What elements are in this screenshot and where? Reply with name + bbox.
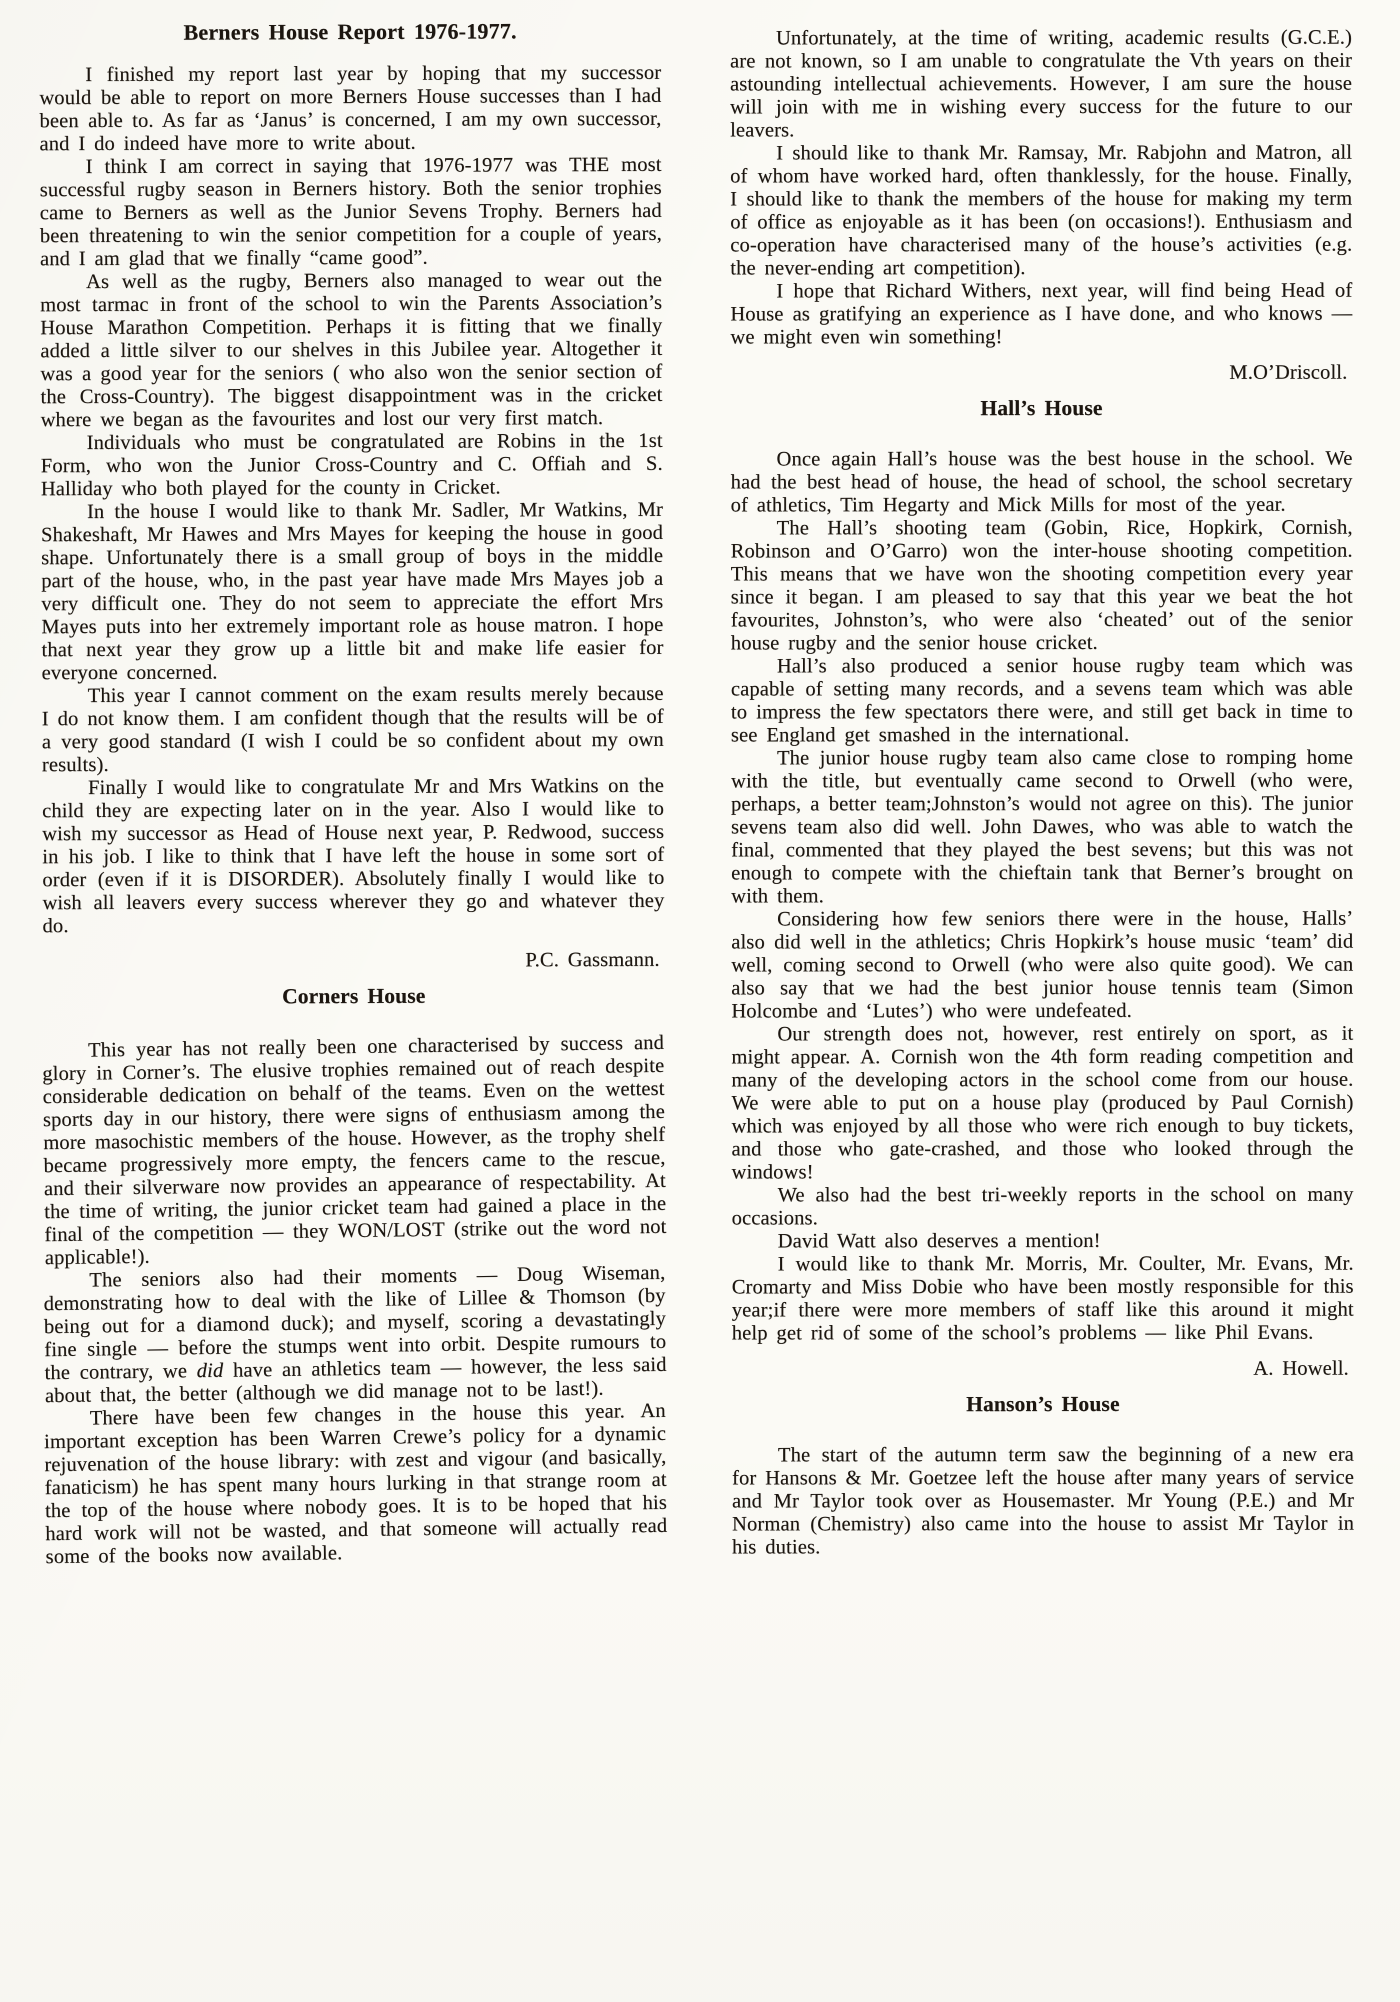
signature: P.C. Gassmann. <box>525 948 660 972</box>
signature: M.O’Driscoll. <box>1229 361 1348 384</box>
paragraph: Hall’s also produced a senior house rugby team which was capable of setting many records, and a sevens team which was able to impress the few spectators there were, and still get back in time to see England get smashed in the international. <box>730 654 1353 747</box>
paragraph: I should like to thank Mr. Ramsay, Mr. Rabjohn and Matron, all of whom have worked hard, often thanklessly, for the house. Finally, I should like to thank the members of the house for making my term of office as enjoyable as it has been (on occasions!). Enthusiasm and co-operation have characterised many of the house’s activities (e.g. the never-ending art competition). <box>730 141 1353 280</box>
paragraph: Individuals who must be congratulated are Robins in the 1st Form, who won the Junior Cross-Country and C. Offiah and S. Halliday who both played for the county in Cricket. <box>40 429 663 501</box>
paragraph: This year I cannot comment on the exam results merely because I do not know them. I am confident though that the results will be of a very good standard (I wish I could be so confident about my own results). <box>41 682 664 777</box>
paragraph: I finished my report last year by hoping that my successor would be able to report on more Berners House successes than I had been able to. As far as ‘Janus’ is concerned, I am my own successor, and I do indeed have more to write about. <box>39 61 662 156</box>
paragraph: I think I am correct in saying that 1976-1977 was THE most successful rugby season in Berners history. Both the senior trophies came to Berners as well as the Junior Sevens Trophy. Berners had been threatening to win the senior competition for a couple of years, and I am glad that we finally “came good”. <box>39 153 662 271</box>
paragraph: Once again Hall’s house was the best house in the school. We had the best head of house, the head of school, the school secretary of athletics, Tim Hegarty and Mick Mills for most of the year. <box>730 447 1353 517</box>
paragraph: As well as the rugby, Berners also managed to wear out the most tarmac in front of the school to win the Parents Association’s House Marathon Competition. Perhaps it is fitting that we finally added a little silver to our shelves in this Jubilee year. Altogether it was a good year for the seniors ( who also won the senior section of the Cross-Country). The biggest disappointment was in the cricket where we began as the favourites and lost our very first match. <box>40 268 663 432</box>
paragraph: I hope that Richard Withers, next year, will find being Head of House as gratifying an experience as I have done, and who knows — we might even win something! <box>730 279 1353 349</box>
section-heading: Hall’s House <box>980 395 1103 421</box>
paragraph: I would like to thank Mr. Morris, Mr. Coulter, Mr. Evans, Mr. Cromarty and Miss Dobie who have been mostly responsible for this year;if there were more members of staff like this around it might help get rid of some of the school’s problems — like Phil Evans. <box>731 1252 1354 1345</box>
section-heading: Hanson’s House <box>966 1391 1120 1417</box>
paragraph: This year has not really been one characterised by success and glory in Corner’s. The elusive trophies remained out of reach despite considerable dedication on behalf of the teams. Even on the wettest sports day in our history, there were signs of enthusiasm among the more masochistic members of the house. However, as the trophy shelf became progressively more empty, the fencers came to the rescue, and their silverware now provides an appearance of respectability. At the time of writing, the junior cricket team had gained a place in the final of the competition — they WON/LOST (strike out the word not applicable!). <box>42 1031 667 1270</box>
column-left <box>39 18 668 1569</box>
paragraph: Considering how few seniors there were in the house, Halls’ also did well in the athletics; Chris Hopkirk’s house music ‘team’ did well, coming second to Orwell (who were also quite good). We can also say that we had the best junior house tennis team (Simon Holcombe and ‘Lutes’) who were undefeated. <box>731 907 1354 1023</box>
paragraph: The Hall’s shooting team (Gobin, Rice, Hopkirk, Cornish, Robinson and O’Garro) won the inter-house shooting competition. This means that we have won the shooting competition every year since it began. I am pleased to say that this year we beat the hot favourites, Johnston’s, who were also ‘cheated’ out of the senior house rugby and the senior house cricket. <box>730 516 1353 655</box>
signature: A. Howell. <box>1253 1357 1349 1380</box>
paragraph: Finally I would like to congratulate Mr and Mrs Watkins on the child they are expecting later on in the year. Also I would like to wish my successor as Head of House next year, P. Redwood, success in his job. I like to think that I have left the house in some sort of order (even if it is DISORDER). Absolutely finally I would like to wish all leavers every success wherever they go and whatever they do. <box>42 774 665 938</box>
paragraph: The seniors also had their moments — Doug Wiseman, demonstrating how to deal with the like of Lillee & Thomson (by being out for a diamond duck); and myself, scoring a devastatingly fine single — before the stumps went into orbit. Despite rumours to the contrary, we did have an athletics team — however, the less said about that, the better (although we did manage not to be last!). <box>43 1261 667 1408</box>
paragraph: The junior house rugby team also came close to romping home with the title, but eventually came second to Orwell (who were, perhaps, a better team;Johnston’s would not agree on this). The junior sevens team also did well. John Dawes, who was able to watch the final, commented that they played the best sevens; but this was not enough to compete with the chieftain tank that Berner’s brought on with them. <box>730 746 1354 908</box>
paragraph: We also had the best tri-weekly reports in the school on many occasions. <box>731 1183 1354 1230</box>
paragraph: Unfortunately, at the time of writing, academic results (G.C.E.) are not known, so I am unable to congratulate the Vth years on their astounding intellectual achievements. However, I am sure the house will join with me in wishing every success for the future to our leavers. <box>729 26 1353 142</box>
paragraph: David Watt also deserves a mention! <box>777 1229 1101 1253</box>
report-title: Berners House Report 1976-1977. <box>183 18 517 45</box>
paragraph: Our strength does not, however, rest entirely on sport, as it might appear. A. Cornish won the 4th form reading competition and many of the developing actors in the school come from our house. We were able to put on a house play (produced by Paul Cornish) which was enjoyed by all those who were rich enough to buy tickets, and those who gate-crashed, and those who looked through the windows! <box>731 1022 1354 1184</box>
paragraph: In the house I would like to thank Mr. Sadler, Mr Watkins, Mr Shakeshaft, Mr Hawes and Mrs Mayes for keeping the house in good shape. Unfortunately there is a small group of boys in the middle part of the house, who, in the past year have made Mrs Mayes job a very difficult one. They do not seem to appreciate the effort Mrs Mayes puts into her extremely important role as house matron. I hope that next year they grow up a little bit and make life easier for everyone concerned. <box>40 498 664 685</box>
paragraph: The start of the autumn term saw the beginning of a new era for Hansons & Mr. Goetzee left the house after many years of service and Mr Taylor took over as Housemaster. Mr Young (P.E.) and Mr Norman (Chemistry) also came into the house to assist Mr Taylor in his duties. <box>731 1443 1355 1559</box>
section-heading: Corners House <box>282 983 426 1009</box>
column-right <box>730 27 1354 1560</box>
paragraph: There have been few changes in the house this year. An important exception has been Warren Crewe’s policy for a dynamic rejuvenation of the house library: with zest and vigour (and basically, fanaticism) he has spent many hours lurking in that strange room at the top of the house where nobody goes. It is to be hoped that his hard work will not be wasted, and that someone will actually read some of the books now available. <box>43 1399 668 1569</box>
